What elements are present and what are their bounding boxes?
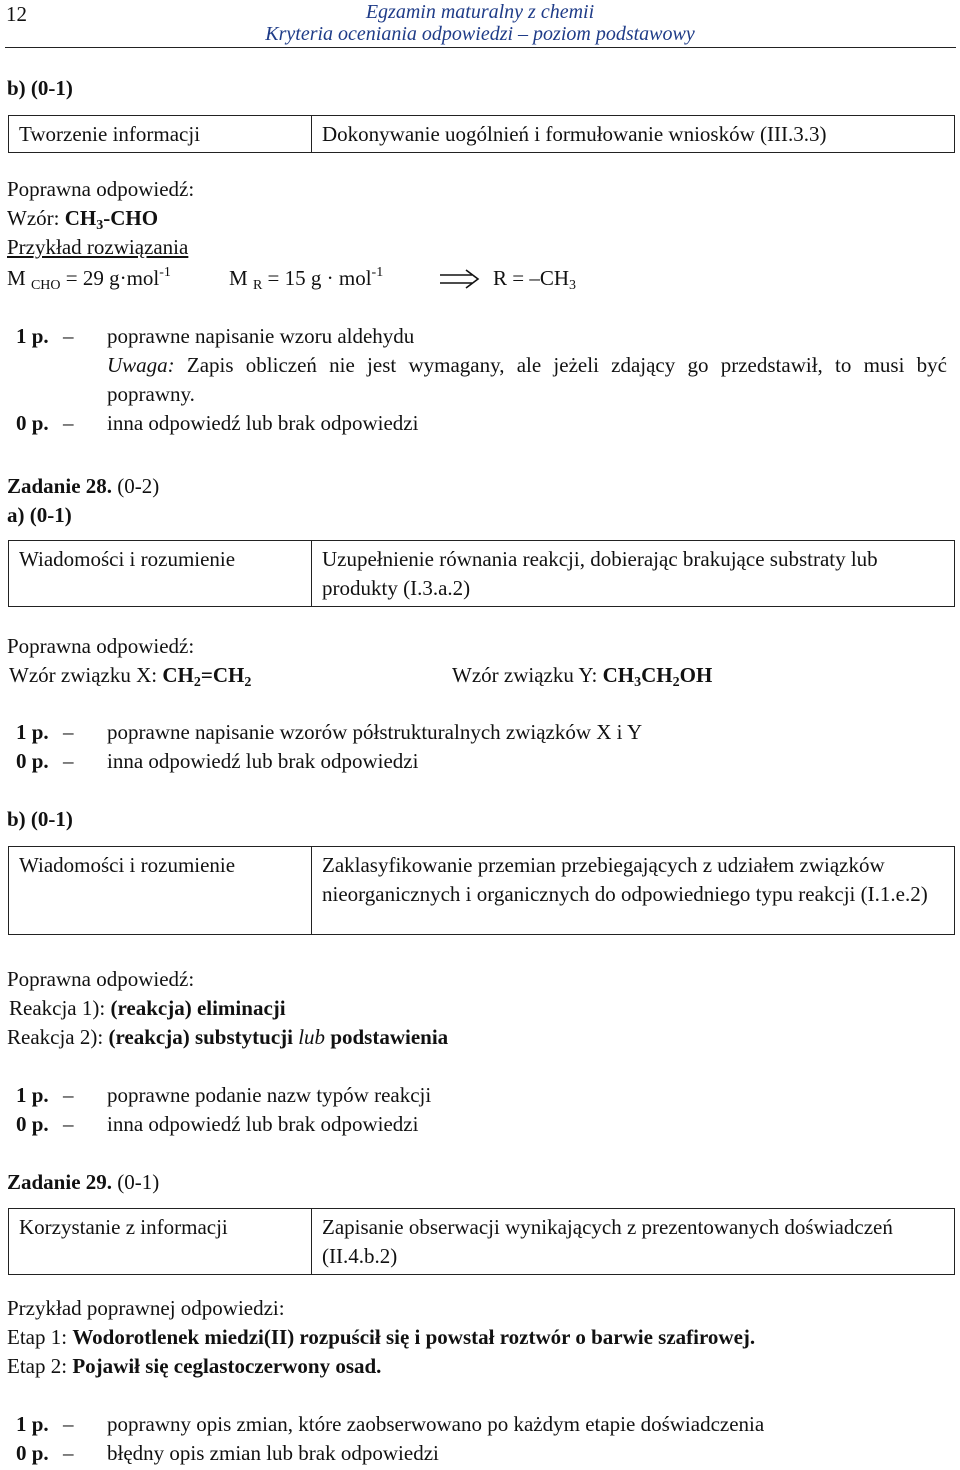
correct-answer-label: Poprawna odpowiedź:: [7, 967, 195, 991]
note-label: Uwaga:: [107, 353, 175, 377]
criterion-points: 1 p.: [16, 1412, 49, 1436]
stage-1-label: Etap 1:: [7, 1325, 73, 1349]
skill-area: Wiadomości i rozumienie: [9, 847, 312, 935]
formula-main: CH: [64, 206, 97, 230]
criterion-text: inna odpowiedź lub brak odpowiedzi: [107, 1112, 419, 1136]
calc-mr-symbol: M: [229, 266, 253, 290]
stage-2: [7, 1352, 381, 1381]
header-subtitle: Kryteria oceniania odpowiedzi – poziom podstawowy: [265, 23, 695, 45]
task-29-title: [7, 1168, 159, 1197]
section-label-b: b) (0-1): [7, 807, 73, 831]
section-label-a: a) (0-1): [7, 503, 72, 527]
criterion-points: 0 p.: [16, 1441, 49, 1465]
calc-r-value: CH: [539, 266, 570, 290]
calc-mol: mol: [126, 266, 160, 290]
calc-m-cho: [7, 264, 171, 293]
calc-exp: -1: [159, 265, 171, 280]
reaction-1: [9, 994, 286, 1023]
reaction-2: [7, 1023, 448, 1052]
criterion-points: 1 p.: [16, 720, 49, 744]
reaction-2-or: lub: [298, 1025, 326, 1049]
formula-label: Wzór:: [7, 206, 65, 230]
formula-rest: -CHO: [103, 206, 159, 230]
criterion-text: inna odpowiedź lub brak odpowiedzi: [107, 411, 419, 435]
stage-2-label: Etap 2:: [7, 1354, 73, 1378]
formula-line: [7, 204, 158, 233]
dot-icon: ·: [119, 266, 127, 290]
page-number: 12: [6, 2, 27, 26]
compound-y-f2: CH: [641, 663, 673, 687]
compound-y-f1: CH: [602, 663, 635, 687]
skill-description: Zapisanie obserwacji wynikających z prezentowanych doświadczeń (II.4.b.2): [312, 1209, 955, 1275]
stage-1: [7, 1323, 755, 1352]
skill-table: [8, 540, 955, 607]
dot-icon: ·: [326, 266, 334, 290]
compound-x-f1: CH: [162, 663, 194, 687]
skill-description: Uzupełnienie równania reakcji, dobierając brakujące substraty lub produkty (I.3.a.2): [312, 541, 955, 607]
compound-y-s1: 3: [634, 675, 642, 690]
criterion-points: 1 p.: [16, 324, 49, 348]
criterion-dash: –: [63, 1112, 74, 1136]
criterion-points: 0 p.: [16, 1112, 49, 1136]
compound-x-f2: =CH: [200, 663, 245, 687]
criterion-dash: –: [63, 1441, 74, 1465]
stage-2-text: Pojawił się ceglastoczerwony osad.: [72, 1354, 382, 1378]
criterion-points: 0 p.: [16, 411, 49, 435]
compound-x-label: Wzór związku X:: [9, 663, 163, 687]
compound-y-label: Wzór związku Y:: [452, 663, 603, 687]
formula-sub: 3: [96, 218, 104, 233]
calc-r-dash: –: [529, 266, 540, 290]
reaction-1-value: (reakcja) eliminacji: [110, 996, 286, 1020]
reaction-2-value: (reakcja) substytucji: [108, 1025, 299, 1049]
calc-m-symbol: M: [7, 266, 31, 290]
stage-1-text: Wodorotlenek miedzi(II) rozpuścił się i powstał roztwór o barwie szafirowej.: [72, 1325, 756, 1349]
reaction-2-alt: podstawienia: [325, 1025, 449, 1049]
criterion-row: [16, 322, 946, 412]
criterion-text: błędny opis zmian lub brak odpowiedzi: [107, 1441, 439, 1465]
compound-y-s2: 2: [672, 675, 680, 690]
calc-r-label: R =: [493, 266, 530, 290]
criterion-points: 0 p.: [16, 749, 49, 773]
criterion-dash: –: [63, 720, 74, 744]
criterion-dash: –: [63, 1412, 74, 1436]
example-answer-label: Przykład poprawnej odpowiedzi:: [7, 1296, 285, 1320]
task-range: (0-2): [112, 474, 160, 498]
compound-y-f3: OH: [679, 663, 713, 687]
compound-y: [452, 661, 712, 690]
skill-area: Tworzenie informacji: [9, 116, 312, 153]
header-rule: [5, 47, 956, 48]
calc-m-r: [229, 264, 383, 293]
calc-r: [493, 264, 576, 293]
criterion-dash: –: [63, 749, 74, 773]
criterion-dash: –: [63, 1083, 74, 1107]
calc-m-cho-value: = 29 g: [60, 266, 120, 290]
compound-x-s1: 2: [193, 675, 201, 690]
compound-x-s2: 2: [244, 675, 252, 690]
criterion-text: poprawne podanie nazw typów reakcji: [107, 1083, 432, 1107]
skill-table: [8, 1208, 955, 1275]
skill-description: Zaklasyfikowanie przemian przebiegających z udziałem związków nieorganicznych i organicznych do odpowiedniego typu reakcji (I.1.e.2): [312, 847, 955, 935]
criterion-points: 1 p.: [16, 1083, 49, 1107]
task-title: Zadanie 28.: [7, 474, 113, 498]
calc-mol2: mol: [333, 266, 372, 290]
calc-m-cho-sub: CHO: [30, 278, 61, 293]
correct-answer-label: Poprawna odpowiedź:: [7, 634, 195, 658]
calc-mr-value: = 15 g: [262, 266, 327, 290]
reaction-1-label: Reakcja 1):: [9, 996, 111, 1020]
correct-answer-label: Poprawna odpowiedź:: [7, 177, 195, 201]
header-title: Egzamin maturalny z chemii: [365, 1, 595, 23]
skill-table: [8, 115, 955, 153]
calc-mr-sub: R: [252, 278, 263, 293]
example-label: Przykład rozwiązania: [7, 235, 189, 259]
implies-arrow-icon: [438, 268, 482, 290]
reaction-2-label: Reakcja 2):: [7, 1025, 109, 1049]
compound-x: [9, 661, 251, 690]
skill-area: Wiadomości i rozumienie: [9, 541, 312, 607]
calc-r-sub: 3: [569, 278, 577, 293]
section-label-b: b) (0-1): [7, 76, 73, 100]
calc-exp2: -1: [371, 265, 384, 280]
criterion-dash: –: [63, 411, 74, 435]
criterion-text: poprawne napisanie wzorów półstrukturalnych związków X i Y: [107, 720, 643, 744]
criterion-text-main: poprawne napisanie wzoru aldehydu: [107, 324, 415, 348]
skill-description: Dokonywanie uogólnień i formułowanie wniosków (III.3.3): [312, 116, 955, 153]
skill-area: Korzystanie z informacji: [9, 1209, 312, 1275]
note-text: Zapis obliczeń nie jest wymagany, ale jeżeli zdający go przedstawił, to musi być poprawny.: [107, 353, 947, 406]
skill-table: [8, 846, 955, 935]
criterion-text: [107, 322, 947, 409]
task-range: (0-1): [112, 1170, 160, 1194]
criterion-text: inna odpowiedź lub brak odpowiedzi: [107, 749, 419, 773]
task-28-title: [7, 472, 159, 501]
criterion-dash: –: [63, 324, 74, 348]
criterion-text: poprawny opis zmian, które zaobserwowano po każdym etapie doświadczenia: [107, 1412, 765, 1436]
task-title: Zadanie 29.: [7, 1170, 113, 1194]
